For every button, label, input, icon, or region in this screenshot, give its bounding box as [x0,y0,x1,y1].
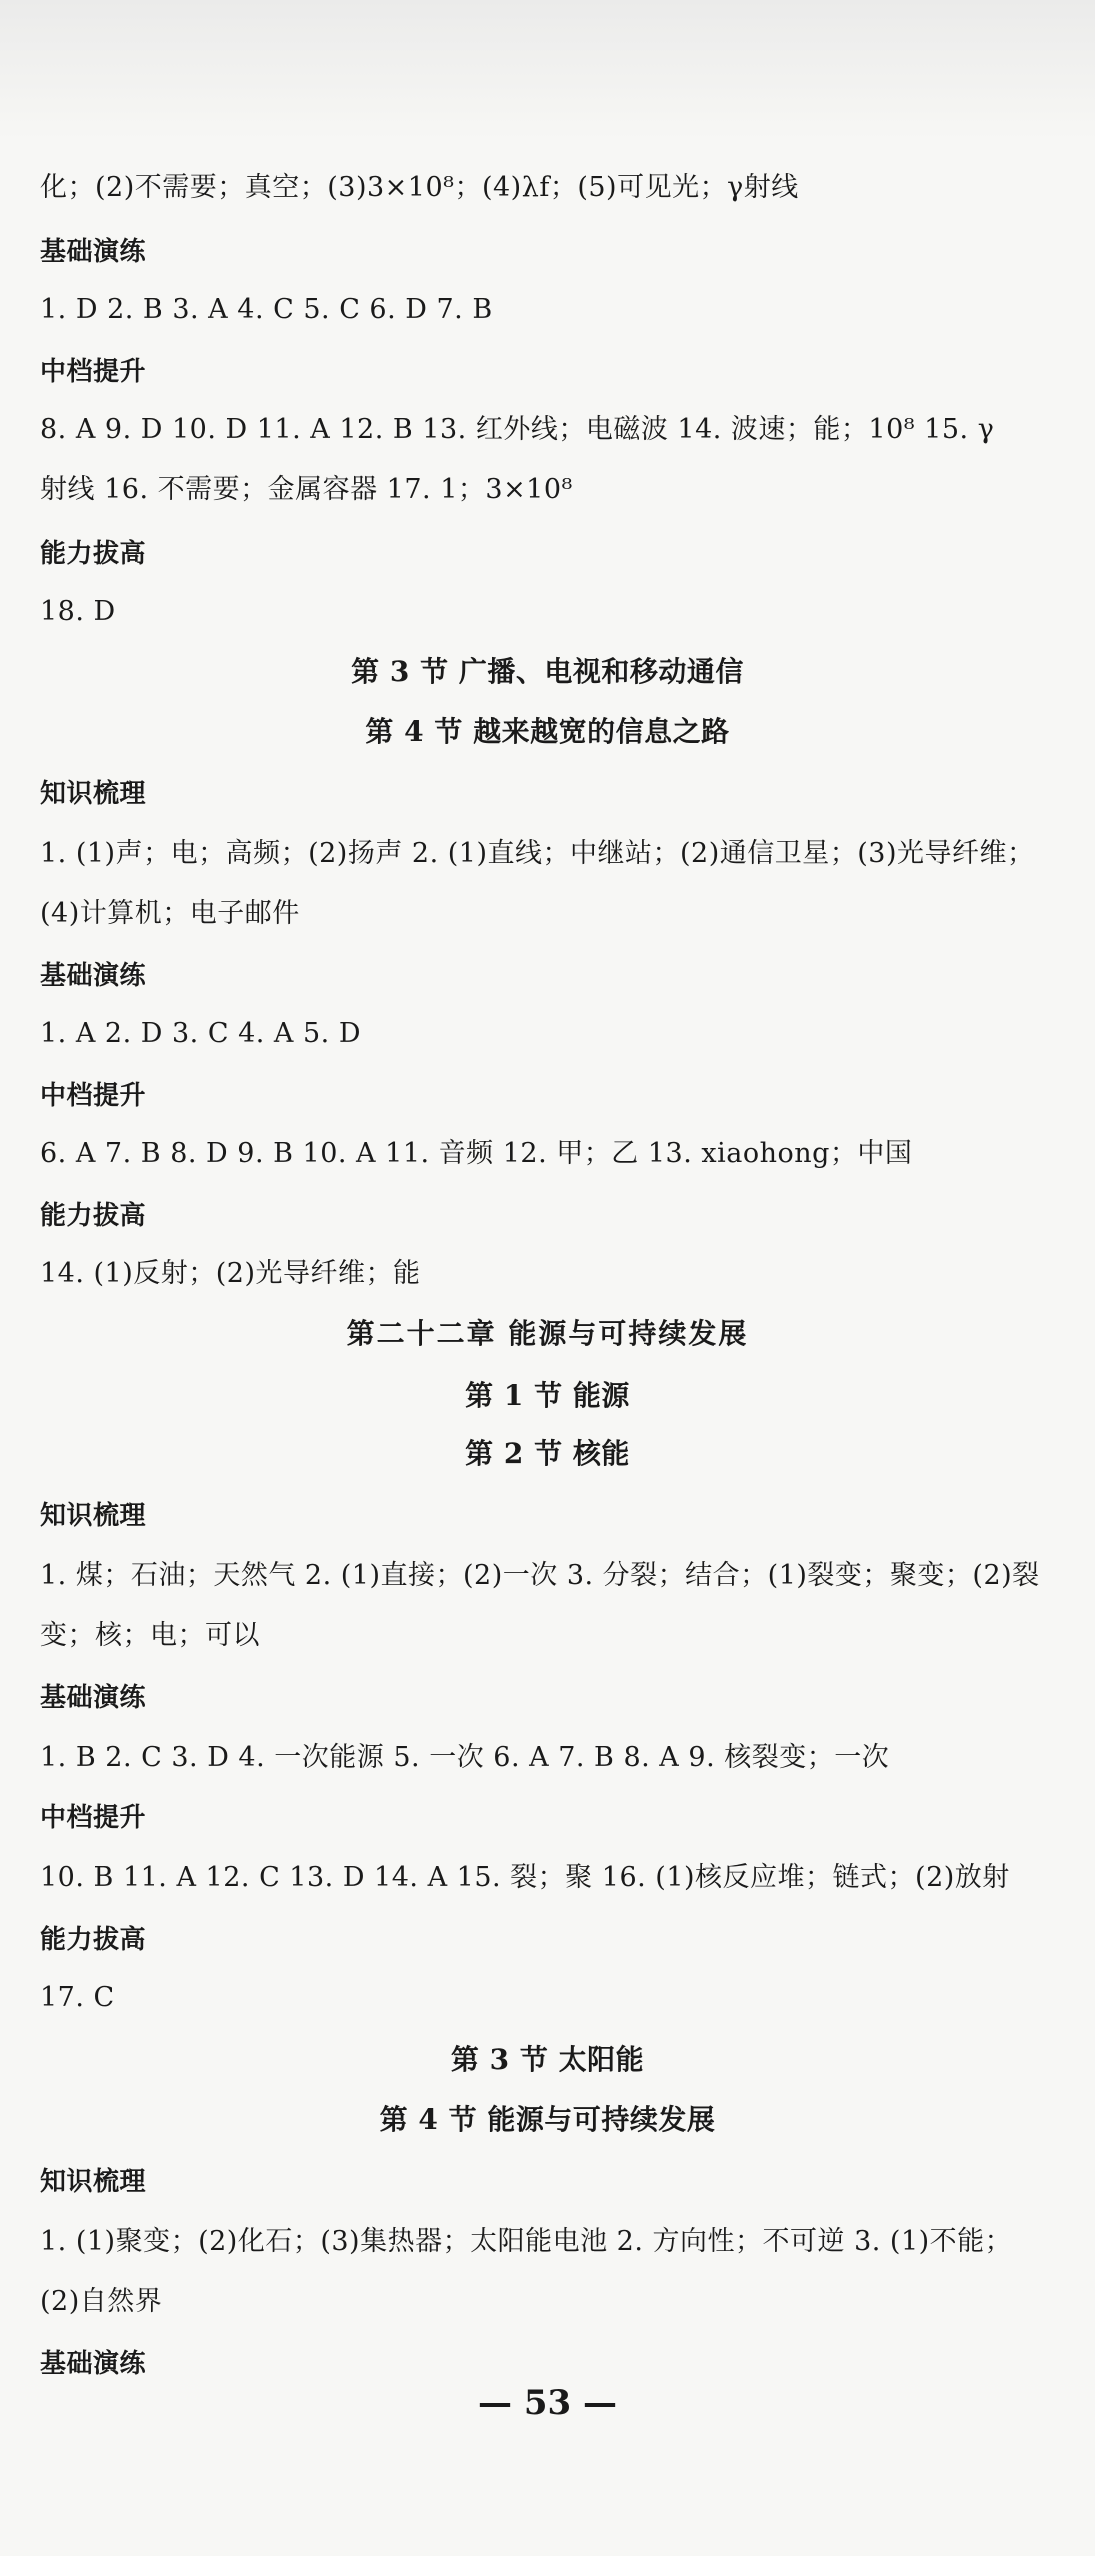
lesson-title: 第 3 节 太阳能 [450,2043,645,2076]
answer-line: 1. (1)聚变；(2)化石；(3)集热器；太阳能电池 2. 方向性；不可逆 3. (1)不能； [40,2226,1013,2257]
answer-line: 1. A 2. D 3. C 4. A 5. D [40,1018,361,1049]
answer-line: 1. 煤；石油；天然气 2. (1)直接；(2)一次 3. 分裂；结合；(1)裂变；聚变；(2)裂 [40,1560,1040,1591]
section-heading: 基础演练 [40,961,147,991]
answer-line: 变；核；电；可以 [40,1620,260,1651]
section-heading: 中档提升 [40,1081,147,1111]
answer-line: 1. (1)声；电；高频；(2)扬声 2. (1)直线；中继站；(2)通信卫星；(3)光导纤维； [40,838,1035,869]
section-heading: 能力拔高 [40,1201,147,1231]
section-heading: 基础演练 [40,2349,147,2379]
section-heading: 能力拔高 [40,539,147,569]
lesson-title: 第 4 节 能源与可持续发展 [379,2103,716,2136]
section-heading: 知识梳理 [40,1501,147,1531]
answer-line: 射线 16. 不需要；金属容器 17. 1；3×10⁸ [40,474,573,505]
answer-line: 8. A 9. D 10. D 11. A 12. B 13. 红外线；电磁波 14. 波速；能；10⁸ 15. γ [40,414,995,445]
answer-line: 化；(2)不需要；真空；(3)3×10⁸；(4)λf；(5)可见光；γ射线 [40,172,799,203]
section-heading: 中档提升 [40,1803,147,1833]
lesson-title: 第 3 节 广播、电视和移动通信 [351,655,744,688]
answer-line: 10. B 11. A 12. C 13. D 14. A 15. 裂；聚 16. (1)核反应堆；链式；(2)放射 [40,1862,1010,1893]
answer-line: 18. D [40,596,116,627]
section-heading: 中档提升 [40,357,147,387]
lesson-title: 第 4 节 越来越宽的信息之路 [365,715,730,748]
page-number: — 53 — [478,2383,617,2423]
lesson-title: 第 2 节 核能 [465,1437,630,1470]
answer-line: 1. B 2. C 3. D 4. 一次能源 5. 一次 6. A 7. B 8. A 9. 核裂变；一次 [40,1742,890,1773]
answer-line: 6. A 7. B 8. D 9. B 10. A 11. 音频 12. 甲；乙 13. xiaohong；中国 [40,1138,913,1169]
section-heading: 基础演练 [40,237,147,267]
answer-line: 1. D 2. B 3. A 4. C 5. C 6. D 7. B [40,294,493,325]
answer-line: (4)计算机；电子邮件 [40,898,300,929]
section-heading: 知识梳理 [40,2167,147,2197]
section-heading: 基础演练 [40,1683,147,1713]
chapter-title: 第二十二章 能源与可持续发展 [346,1317,749,1350]
answer-line: 14. (1)反射；(2)光导纤维；能 [40,1258,421,1289]
section-heading: 知识梳理 [40,779,147,809]
section-heading: 能力拔高 [40,1925,147,1955]
answer-line: 17. C [40,1982,115,2013]
answer-line: (2)自然界 [40,2286,163,2317]
lesson-title: 第 1 节 能源 [465,1379,630,1412]
